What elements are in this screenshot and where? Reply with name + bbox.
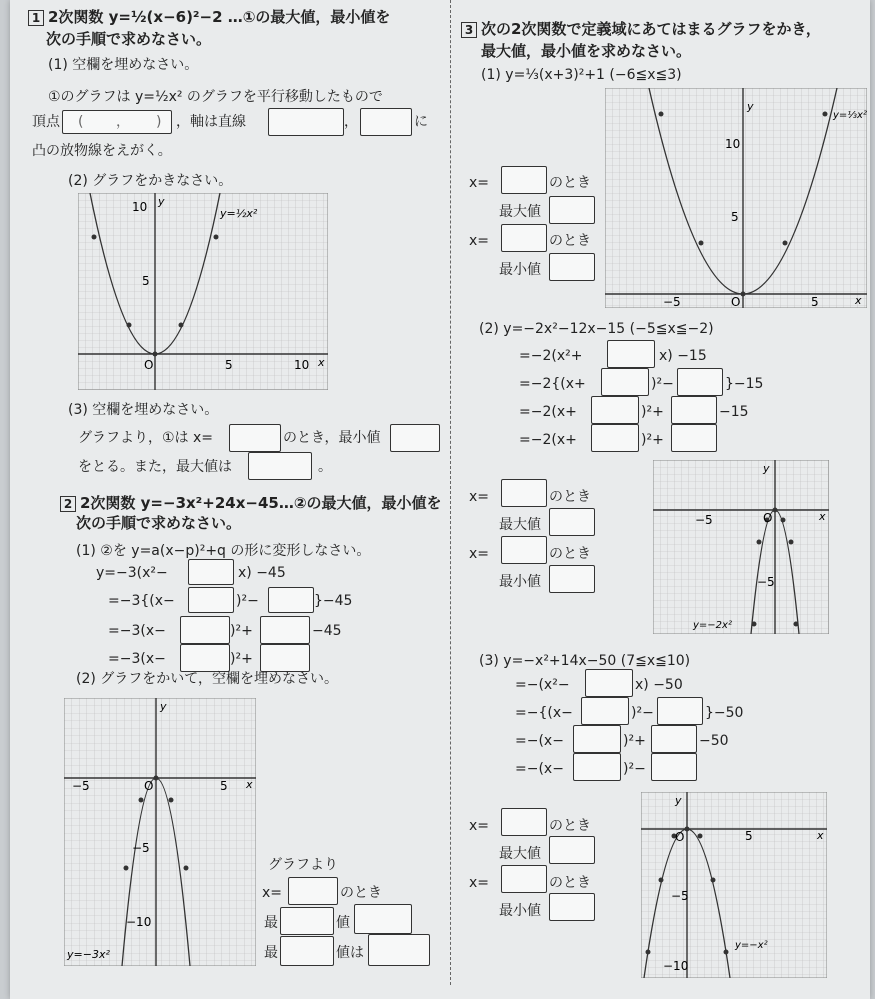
p2-ans-x: x= [262, 885, 283, 901]
problem-3-number: 3 [461, 22, 477, 38]
p3-q2-eq3c: −15 [719, 404, 749, 420]
p3-q3-eq2-box2[interactable] [657, 697, 703, 725]
p3-q2-eq2-box1[interactable] [601, 368, 649, 396]
p3-q3-eq4a: =−(x− [515, 761, 564, 777]
p1-q3-line2b: 。 [318, 459, 332, 475]
tick-x5: 5 [220, 779, 228, 793]
p3-q1-label: (1) y=⅓(x+3)²+1 (−6≦x≦3) [481, 67, 682, 83]
p3-q2-eq1b: x) −15 [659, 348, 707, 364]
p2-eq4-box1[interactable] [180, 644, 230, 672]
p2-graph [64, 698, 256, 966]
tick-origin: O [731, 295, 741, 308]
graph-point [153, 352, 158, 357]
graph-function-label: y=−2x² [693, 620, 732, 631]
p3-q3-eq3b: )²+ [623, 733, 646, 749]
p3-q1-toki2: のとき [549, 233, 591, 249]
p3-q1-x2: x= [469, 233, 490, 249]
problem-1-title-line2: 次の手順で求めなさい。 [46, 30, 212, 48]
graph-point [139, 798, 144, 803]
p1-comma2: ， [344, 114, 358, 130]
p3-q2-eq4a: =−2(x+ [519, 432, 577, 448]
p3-q1-x1: x= [469, 175, 490, 191]
graph-point [646, 950, 651, 955]
p3-q3-eq2-box1[interactable] [581, 697, 629, 725]
p1-axis-box[interactable] [268, 108, 344, 136]
graph-point [711, 878, 716, 883]
problem-2-number: 2 [60, 496, 76, 512]
p3-q2-eq3-box1[interactable] [591, 396, 639, 424]
graph-point [773, 508, 778, 513]
p1-min-value-box[interactable] [390, 424, 440, 452]
p2-eq3-box1[interactable] [180, 616, 230, 644]
p2-q2-label: (2) グラフをかいて，空欄を埋めなさい。 [76, 671, 339, 687]
p3-q2-eq2-box2[interactable] [677, 368, 723, 396]
graph-point [789, 540, 794, 545]
graph-point [184, 866, 189, 871]
p3-graph-1 [605, 88, 867, 308]
p1-axis-label: ，軸は直線 [176, 114, 246, 130]
tick-xm5: −5 [663, 295, 681, 308]
tick-x5: 5 [811, 295, 819, 308]
p2-ans-toki: のとき [340, 885, 382, 901]
p3-q3-x1: x= [469, 818, 490, 834]
p1-q1-line3: 凸の放物線をえがく。 [32, 143, 172, 159]
tick-y10: 10 [725, 137, 741, 151]
tick-origin: O [675, 830, 685, 844]
tick-origin: O [144, 358, 154, 372]
problem-1-title: 1 2次関数 y=½(x−6)²−2 …①の最大値，最小値を [28, 8, 390, 26]
p3-q1-max-box[interactable] [549, 196, 595, 224]
p3-q1-max-x-box[interactable] [501, 166, 547, 194]
tick-origin: O [763, 511, 773, 525]
p3-q3-max-box[interactable] [549, 836, 595, 864]
p3-q3-eq3c: −50 [699, 733, 729, 749]
p2-eq4a: =−3(x− [108, 651, 166, 667]
tick-y10: 10 [132, 200, 148, 214]
graph-function-label: y=−3x² [67, 948, 110, 961]
p3-q2-min-x-box[interactable] [501, 536, 547, 564]
p1-q3-line1a: グラフより，①は x= [78, 430, 214, 446]
graph-point [214, 235, 219, 240]
p3-q2-min-label: 最小値 [499, 574, 541, 590]
p2-x-box[interactable] [288, 877, 338, 905]
p3-q2-x1: x= [469, 489, 490, 505]
p1-q3-line2a: をとる。また，最大値は [78, 459, 232, 475]
axis-y-label: y [160, 700, 167, 713]
p3-q2-eq4-box1[interactable] [591, 424, 639, 452]
p3-q2-eq1a: =−2(x²+ [519, 348, 583, 364]
p2-eq2a: =−3{(x− [108, 593, 175, 609]
p2-eq2-box1[interactable] [188, 587, 234, 613]
p3-q3-eq1-box[interactable] [585, 669, 633, 697]
p3-q3-eq1b: x) −50 [635, 677, 683, 693]
graph-point [741, 292, 746, 297]
p3-q3-eq4-box2[interactable] [651, 753, 697, 781]
p1-q1-label: (1) 空欄を埋めなさい。 [48, 57, 199, 73]
tick-y5: 5 [731, 210, 739, 224]
axis-x-label: x [318, 356, 325, 369]
p3-q3-label: (3) y=−x²+14x−50 (7≦x≦10) [479, 653, 691, 669]
p2-value-box1[interactable] [354, 904, 412, 934]
axis-y-label: y [675, 794, 682, 807]
p2-eq1a: y=−3(x²− [96, 565, 168, 581]
p2-ans-sai1: 最 [264, 915, 278, 931]
p2-ans-chi2: 値は [336, 945, 364, 961]
graph-point [154, 776, 159, 781]
axis-y-label: y [747, 100, 754, 113]
graph-point [659, 878, 664, 883]
right-column [455, 0, 870, 999]
p3-q3-x2: x= [469, 875, 490, 891]
graph-point [698, 834, 703, 839]
p1-vertex-paren-open: ( [78, 114, 84, 130]
graph-point [823, 112, 828, 117]
column-divider [450, 0, 451, 985]
tick-x10: 10 [294, 358, 310, 372]
p3-q3-eq3-box2[interactable] [651, 725, 697, 753]
p3-q3-eq1a: =−(x²− [515, 677, 570, 693]
p2-eq3a: =−3(x− [108, 623, 166, 639]
p1-q3-line1b: のとき，最小値 [283, 430, 381, 446]
p2-eq1-box[interactable] [188, 559, 234, 585]
p2-eq3-box2[interactable] [260, 616, 310, 644]
p2-eq1b: x) −45 [238, 565, 286, 581]
p1-vertex-paren-close: ) [156, 114, 162, 130]
p2-ans-sai2: 最 [264, 945, 278, 961]
p3-q1-max-label: 最大値 [499, 204, 541, 220]
graph-point [92, 235, 97, 240]
problem-2-title-line2: 次の手順で求めなさい。 [76, 514, 242, 532]
p3-graph-2 [653, 460, 829, 634]
problem-2-title: 2 2次関数 y=−3x²+24x−45…②の最大値，最小値を [60, 494, 442, 512]
p1-vertex-comma: ， [116, 114, 130, 130]
axis-x-label: x [817, 829, 824, 842]
axis-y-label: y [763, 462, 770, 475]
p1-max-box[interactable] [248, 452, 312, 480]
graph-function-label: y=½x² [220, 207, 258, 220]
p3-q2-eq2a: =−2{(x+ [519, 376, 586, 392]
p3-q3-eq2c: }−50 [705, 705, 744, 721]
graph-point [127, 323, 132, 328]
tick-ym5: −5 [132, 841, 150, 855]
tick-x5: 5 [745, 829, 753, 843]
p3-q2-eq2c: }−15 [725, 376, 764, 392]
graph-point [724, 950, 729, 955]
problem-1-number: 1 [28, 10, 44, 26]
p2-eq3c: −45 [312, 623, 342, 639]
p3-q3-max-label: 最大値 [499, 846, 541, 862]
graph-point [179, 323, 184, 328]
tick-ym10: −10 [663, 959, 689, 973]
p3-q1-min-x-box[interactable] [501, 224, 547, 252]
problem-3-title-line2: 最大値，最小値を求めなさい。 [481, 42, 692, 60]
p3-q1-min-label: 最小値 [499, 262, 541, 278]
worksheet-page [10, 0, 870, 999]
p3-q3-eq3a: =−(x− [515, 733, 564, 749]
graph-function-label: y=−x² [735, 940, 768, 951]
tick-xm5: −5 [72, 779, 90, 793]
p3-q2-toki1: のとき [549, 489, 591, 505]
tick-ym10: −10 [126, 915, 152, 929]
p1-q3-label: (3) 空欄を埋めなさい。 [68, 402, 219, 418]
graph-point [781, 518, 786, 523]
p3-q2-eq3b: )²+ [641, 404, 664, 420]
p1-ni: に [414, 114, 428, 130]
p1-q2-label: (2) グラフをかきなさい。 [68, 173, 233, 189]
p3-q2-eq1-box[interactable] [607, 340, 655, 368]
p3-q3-toki2: のとき [549, 875, 591, 891]
axis-y-label: y [158, 195, 165, 208]
p3-q2-max-box[interactable] [549, 508, 595, 536]
p3-q3-min-box[interactable] [549, 893, 595, 921]
graph-point [757, 540, 762, 545]
p2-eq4b: )²+ [230, 651, 253, 667]
axis-x-label: x [246, 778, 253, 791]
p2-kind-box1[interactable] [280, 907, 334, 935]
graph-function-label: y=⅓x² [833, 110, 867, 121]
p3-q2-min-box[interactable] [549, 565, 595, 593]
p3-q2-label: (2) y=−2x²−12x−15 (−5≦x≦−2) [479, 321, 714, 337]
p1-vertex-label: 頂点 [32, 114, 60, 130]
tick-x5: 5 [225, 358, 233, 372]
p3-q3-eq3-box1[interactable] [573, 725, 621, 753]
graph-point [752, 622, 757, 627]
problem-3-title: 3 次の2次関数で定義域にあてはまるグラフをかき， [461, 20, 821, 38]
p3-q2-toki2: のとき [549, 546, 591, 562]
p2-eq2-box2[interactable] [268, 587, 314, 613]
p2-ans-chi1: 値 [336, 915, 350, 931]
p3-q2-eq3a: =−2(x+ [519, 404, 577, 420]
p3-q3-eq2b: )²− [631, 705, 654, 721]
p3-q3-toki1: のとき [549, 818, 591, 834]
p1-direction-box[interactable] [360, 108, 412, 136]
p3-q2-max-x-box[interactable] [501, 479, 547, 507]
p2-q1-label: (1) ②を y=a(x−p)²+q の形に変形しなさい。 [76, 543, 371, 559]
graph-point [169, 798, 174, 803]
p2-eq4-box2[interactable] [260, 644, 310, 672]
p1-graph [78, 193, 328, 390]
p3-graph-3 [641, 792, 827, 978]
p2-value-box2[interactable] [368, 934, 430, 966]
p2-ans-title: グラフより [268, 857, 338, 873]
p2-eq2b: )²− [236, 593, 259, 609]
p3-q1-toki1: のとき [549, 175, 591, 191]
tick-ym5: −5 [757, 575, 775, 589]
axis-x-label: x [819, 510, 826, 523]
p3-q3-eq4b: )²− [623, 761, 646, 777]
p3-q3-eq4-box1[interactable] [573, 753, 621, 781]
left-column [10, 0, 450, 999]
graph-point [783, 241, 788, 246]
graph-point [124, 866, 129, 871]
p3-q3-max-x-box[interactable] [501, 808, 547, 836]
p3-q2-eq2b: )²− [651, 376, 674, 392]
p3-q3-min-label: 最小値 [499, 903, 541, 919]
tick-ym5: −5 [671, 889, 689, 903]
p2-kind-box2[interactable] [280, 936, 334, 966]
p3-q2-x2: x= [469, 546, 490, 562]
graph-point [659, 112, 664, 117]
tick-y5: 5 [142, 274, 150, 288]
p1-q1-line1: ①のグラフは y=½x² のグラフを平行移動したもので [48, 89, 383, 105]
p1-min-x-box[interactable] [229, 424, 281, 452]
p3-q1-min-box[interactable] [549, 253, 595, 281]
p3-q2-eq4-box2[interactable] [671, 424, 717, 452]
graph-point [699, 241, 704, 246]
graph-point [794, 622, 799, 627]
p3-q2-eq4b: )²+ [641, 432, 664, 448]
p2-eq2c: }−45 [314, 593, 353, 609]
p3-q2-max-label: 最大値 [499, 517, 541, 533]
p2-eq3b: )²+ [230, 623, 253, 639]
tick-origin: O [144, 779, 154, 793]
axis-x-label: x [855, 294, 862, 307]
p3-q3-min-x-box[interactable] [501, 865, 547, 893]
tick-xm5: −5 [695, 513, 713, 527]
p3-q2-eq3-box2[interactable] [671, 396, 717, 424]
graph-point [685, 827, 690, 832]
p3-q3-eq2a: =−{(x− [515, 705, 573, 721]
